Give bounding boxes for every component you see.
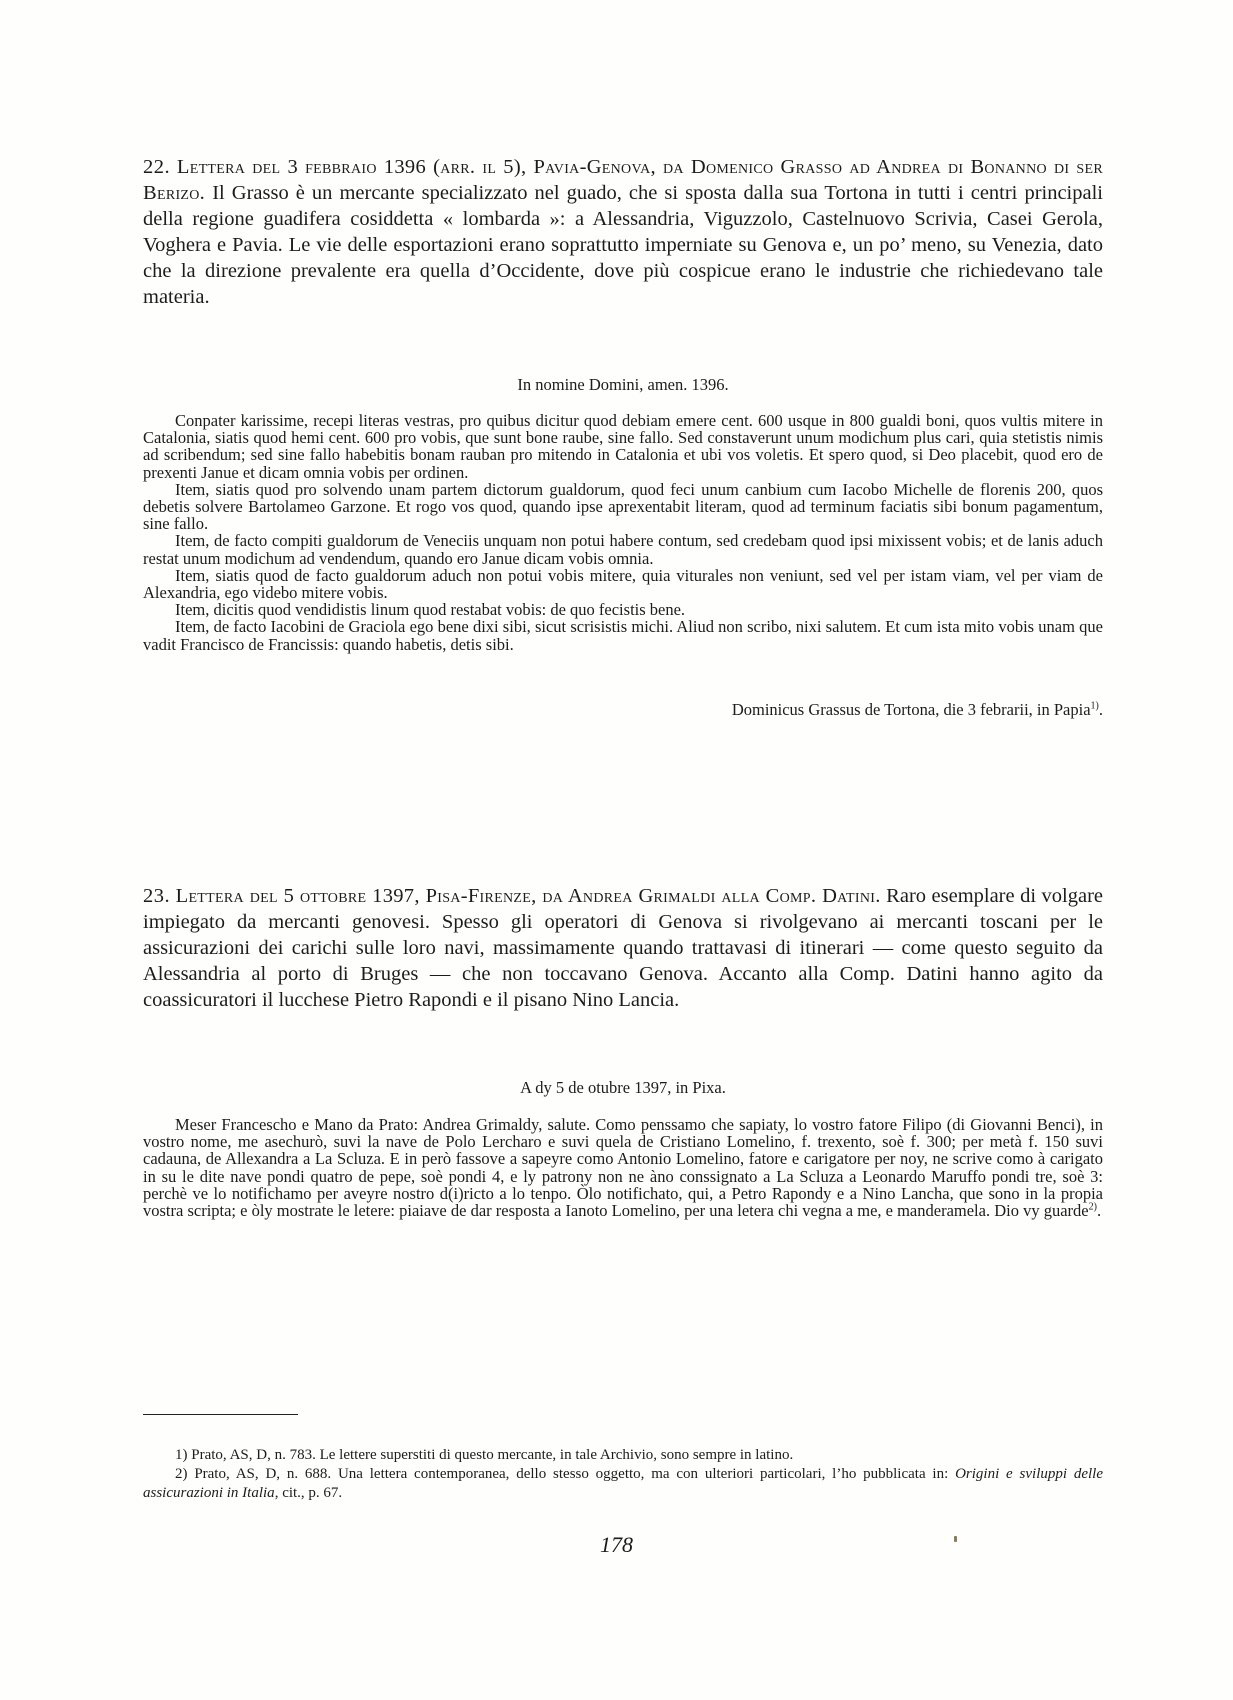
footnote-2 <box>143 1465 1103 1503</box>
document-1-signature: Dominicus Grassus de Tortona, die 3 febrarii, in Papia$^{1)}$. <box>731 700 1103 719</box>
section-23-heading: Lettera del 5 ottobre 1397, Pisa-Firenze, da Andrea Grimaldi alla Comp. Datini. <box>175 885 881 907</box>
document-1-signature-text: Dominicus Grassus de Tortona, die 3 febrarii, in Papia <box>731 700 1091 719</box>
section-22-text: Il Grasso è un mercante specializzato nel guado, che si sposta dalla sua Tortona in tutti i centri principali della regione guadifera cosiddetta « lombarda »: a Alessandria, Viguzzolo, Castelnuovo Scrivia, Casei Gerola, Voghera e Pavia. Le vie delle esportazioni erano soprattutto imperniate su Genova e, un po’ meno, su Venezia, dato che la direzione prevalente era quella d’Occidente, dove più cospicue erano le industrie che richiedevano tale materia. <box>143 182 1103 308</box>
document-2-title: A dy 5 de otubre 1397, in Pixa. <box>520 1078 726 1097</box>
section-22-paragraph <box>143 154 1103 310</box>
document-1-title: In nomine Domini, amen. 1396. <box>517 375 729 394</box>
document-1-paragraph-6: Item, de facto Iacobini de Graciola ego bene dixi sibi, sicut scrisistis michi. Aliud non scribo, nixi salutem. Et cum ista mito vobis unam que vadit Francisco de Francissis: quando habetis, detis sibi. <box>143 617 1103 654</box>
footnotes <box>143 1446 1103 1503</box>
document-1-paragraph-5: Item, dicitis quod vendidistis linum quod restabat vobis: de quo fecistis bene. <box>175 600 686 620</box>
footnote-1-text: Prato, AS, D, n. 783. Le lettere superstiti di questo mercante, in tale Archivio, sono sempre in latino. <box>191 1447 794 1463</box>
document-1-paragraph-2: Item, siatis quod pro solvendo unam partem dictorum gualdorum, quod feci unum canbium cum Iacobo Michelle de florenis 200, quos debetis solvere Bartolameo Garzone. Et rogo vos quod, quando ipse aprexentabit literam, quod ad terminum faciatis sibi bonum pagamentum, sine fallo. <box>143 479 1103 534</box>
footnote-2-book-title: Origini e sviluppi delle assicurazioni in Italia <box>143 1466 1103 1501</box>
document-1-paragraph-3: Item, de facto compiti gualdorum de Veneciis unquam non potui habere contum, sed credebam quod ipsi mixissent vobis; et de lanis aduch restat unum modichum ad vendendum, quando ero Janue dicam vobis omnia. <box>143 531 1103 568</box>
document-1-paragraph-1: Conpater karissime, recepi literas vestras, pro quibus dicitur quod debiam emere cent. 600 usque in 800 gualdi boni, quos vultis mitere in Catalonia, siatis quod hemi cent. 600 pro vobis, que sunt bone raube, sine fallo. Sed constaverunt unum modichum plus cari, quia stetistis nimis ad scribendum; sed sine fallo habebitis bonam rauban pro mitendo in Catalonia et ubi vos voletis. Et spero quod, si Deo placebit, quod ero de prexenti Janue et dicam omnia vobis per ordinen. <box>143 411 1103 482</box>
document-2-text: Meser Francescho e Mano da Prato: Andrea Grimaldy, salute. Como penssamo che sapiaty, lo vostro fatore Filipo (di Giovanni Benci), in vostro nome, me asechurò, suvi la nave de Polo Lercharo e suvi quela de Cristiano Lomelino, f. trexento, soè f. 300; per metà f. 150 suvi cadauna, de Allexandra a La Scluza. E in però fassove a sapeyre como Antonio Lomelino, fatore e carigatore per noy, ne scrive como à carigato in su le dite nave pondi quatro de pepe, soè pondi 4, e ly patrony non ne àno conssignato a La Scluza a Leonardo Maruffo pondi tre, soè 3: perchè ve lo notifichamo per aveyre nostro d(i)ricto a lo tenpo. Òlo notifichato, qui, a Petro Rapondy e a Nino Lancha, que sono in la propia vostra scripta; e òly mostrate le letere: piaiave de dar resposta a Ianoto Lomelino, per una letera chi vegna a me, e manderamela. Dio vy guarde <box>143 1115 1103 1221</box>
footnote-2-text: Prato, AS, D, n. 688. Una lettera contemporanea, dello stesso oggetto, ma con ulteriori particolari, l’ho pubblicata in: <box>194 1466 949 1482</box>
footnote-1 <box>143 1446 1103 1465</box>
footnote-divider <box>143 1414 298 1415</box>
section-23 <box>143 883 1103 1013</box>
print-speck <box>954 1536 957 1542</box>
page-number: 178 <box>600 1532 633 1557</box>
document-1-body <box>143 412 1103 653</box>
document-1-paragraph-4: Item, siatis quod de facto gualdorum aduch non potui vobis mitere, quia viturales non veniunt, sed vel per istam viam, vel per viam de Alexandria, ego videbo mitere vobis. <box>143 565 1103 603</box>
footnote-ref-2: 2) <box>1088 1201 1097 1213</box>
section-22-heading: Lettera del 3 febbraio 1396 (arr. il 5), Pavia-Genova, da Domenico Grasso ad Andrea di Bonanno di ser Berizo. <box>143 156 1103 204</box>
footnote-ref-1: 1) <box>1090 700 1099 712</box>
section-22-number: 22. <box>143 156 171 178</box>
section-23-text: Raro esemplare di volgare impiegato da mercanti genovesi. Spesso gli operatori di Genova si rivolgevano ai mercanti toscani per le assicurazioni dei carichi sulle loro navi, massimamente quando trattavasi di itinerari — come questo seguito da Alessandria al porto di Bruges — che non toccavano Genova. Accanto alla Comp. Datini hanno agito da coassicuratori il lucchese Pietro Rapondi e il pisano Nino Lancia. <box>143 885 1104 1011</box>
document-2-body <box>143 1116 1103 1219</box>
document-2-paragraph: Meser Francescho e Mano da Prato: Andrea Grimaldy, salute. Como penssamo che sapiaty, lo vostro fatore Filipo (di Giovanni Benci), in vostro nome, me asechurò, suvi la nave de Polo Lercharo e suvi quela de Cristiano Lomelino, f. trexento, soè f. 300; per metà f. 150 suvi cadauna, de Allexandra a La Scluza. E in però fassove a sapeyre como Antonio Lomelino, fatore e carigatore per noy, ne scrive como à carigato in su le dite nave pondi quatro de pepe, soè pondi 4, e ly patrony non ne àno conssignato a La Scluza a Leonardo Maruffo pondi tre, soè 3: perchè ve lo notifichamo per aveyre nostro d(i)ricto a lo tenpo. Òlo notifichato, qui, a Petro Rapondy e a Nino Lancha, que sono in la propia vostra scripta; e òly mostrate le letere: piaiave de dar resposta a Ianoto Lomelino, per una letera chi vegna a me, e manderamela. Dio vy guarde$^{2)}$. <box>143 1115 1103 1221</box>
section-23-number: 23. <box>143 885 171 907</box>
section-22 <box>143 154 1103 310</box>
footnote-2-marker: 2) <box>175 1466 188 1482</box>
footnote-2-text-after: , cit., p. 67. <box>274 1485 343 1501</box>
section-23-paragraph <box>143 883 1103 1013</box>
footnote-1-marker: 1) <box>175 1447 188 1463</box>
